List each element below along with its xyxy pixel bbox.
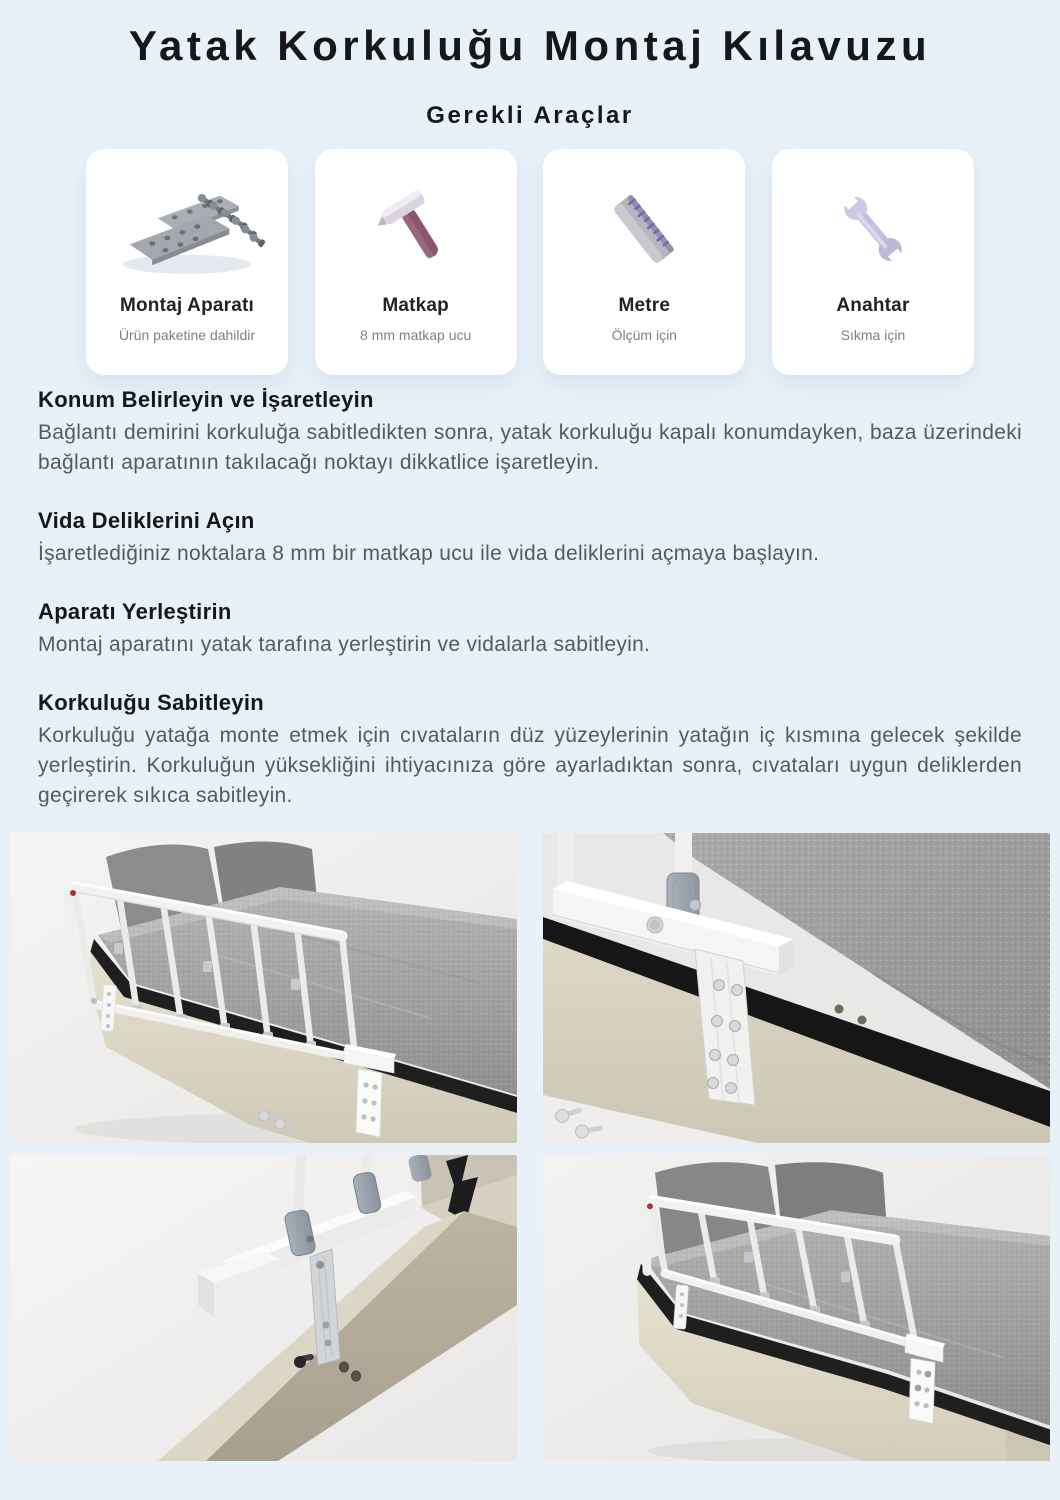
page-title: Yatak Korkuluğu Montaj Kılavuzu (128, 22, 932, 69)
tool-note: Ölçüm için (611, 327, 677, 344)
bed-rail-installed-photo (543, 1155, 1050, 1461)
tool-name: Matkap (382, 295, 449, 317)
step-body: İşaretlediğiniz noktalara 8 mm bir matkap ucu ile vida deliklerini açmaya başlayın. (38, 542, 820, 566)
bracket-bolted-to-base-photo (10, 1155, 517, 1461)
tool-note: 8 mm matkap ucu (360, 327, 472, 344)
tool-note: Ürün paketine dahildir (118, 327, 256, 344)
rail-latch-button (70, 890, 76, 896)
step-place-bracket (38, 599, 1022, 660)
bed-rail-mounted-overview-photo (10, 833, 517, 1143)
step-mark-location (38, 387, 1022, 478)
section-title-tools: Gerekli Araçlar (426, 102, 634, 130)
tools-card-row (86, 149, 974, 375)
tool-name: Metre (618, 295, 671, 317)
step-heading: Vida Deliklerini Açın (38, 508, 255, 534)
hex-bolt (647, 917, 663, 933)
tool-card-montaj-aparati (86, 149, 288, 375)
rail-latch-button (647, 1204, 653, 1210)
step-body: Montaj aparatını yatak tarafına yerleştirin ve vidalarla sabitleyin. (38, 633, 651, 657)
step-body: Korkuluğu yatağa monte etmek için cıvataların düz yüzeylerinin yatağın iç kısmına gelecek şekilde yerleştirin. Korkuluğun yüksekliğini ihtiyacınıza göre ayarladıktan sonra, cıvataları uygun deliklerden geçirerek sıkıca sabitleyin. (38, 724, 1022, 808)
tool-note: Sıkma için (840, 327, 906, 344)
step-heading: Aparatı Yerleştirin (38, 599, 232, 625)
installation-photos (10, 833, 1050, 1461)
rail-post (557, 833, 573, 889)
hammer-tool-icon (331, 167, 501, 291)
tool-card-metre (543, 149, 745, 375)
mounting-plates-and-bolts-icon (102, 167, 272, 291)
tool-card-matkap (315, 149, 517, 375)
instruction-steps (38, 387, 1022, 811)
step-heading: Konum Belirleyin ve İşaretleyin (38, 387, 374, 413)
step-drill-holes (38, 508, 1022, 569)
step-heading: Korkuluğu Sabitleyin (38, 690, 265, 716)
tool-card-anahtar (772, 149, 974, 375)
tool-name: Montaj Aparatı (119, 295, 255, 317)
mounting-strap-closeup-photo (543, 833, 1050, 1143)
step-fix-rail (38, 690, 1022, 811)
tool-name: Anahtar (836, 295, 910, 317)
step-body: Bağlantı demirini korkuluğa sabitledikten sonra, yatak korkuluğu kapalı konumdayken, baza üzerindeki bağlantı aparatının takılacağı noktayı dikkatlice işaretleyin. (38, 421, 1022, 475)
wrench-icon (788, 167, 958, 291)
ruler-icon (559, 167, 729, 291)
mounting-bracket-left (673, 1285, 688, 1329)
